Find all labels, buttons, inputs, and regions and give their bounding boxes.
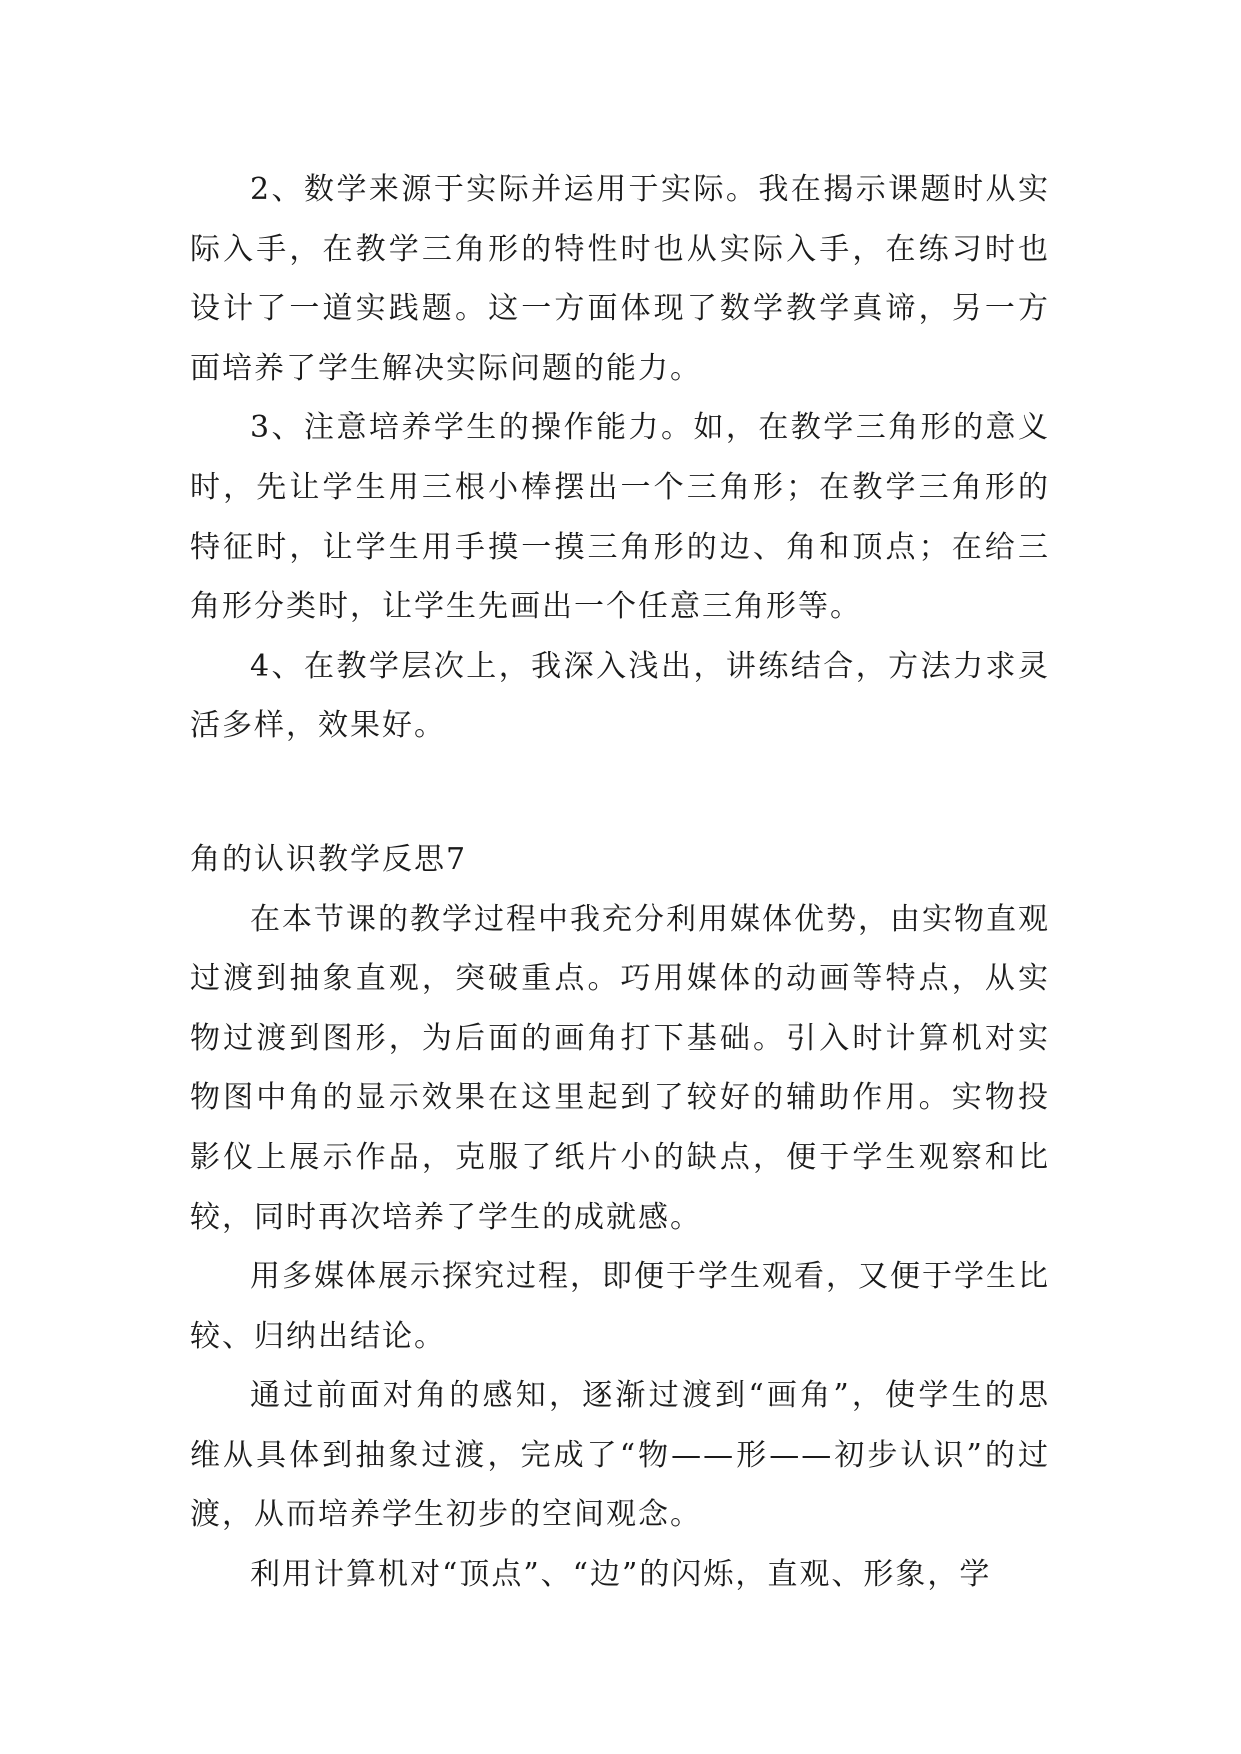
paragraph-media-advantage: 在本节课的教学过程中我充分利用媒体优势，由实物直观过渡到抽象直观，突破重点。巧用媒体的动画等特点，从实物过渡到图形，为后面的画角打下基础。引入时计算机对实物图中角的显示效果在这里起到了较好的辅助作用。实物投影仪上展示作品，克服了纸片小的缺点，便于学生观察和比较，同时再次培养了学生的成就感。: [190, 901, 1050, 1235]
paragraph-vertex-edge-flashing: 利用计算机对“顶点”、“边”的闪烁，直观、形象，学: [250, 1557, 992, 1593]
section-heading: 角的认识教学反思7: [190, 841, 468, 877]
document-body: [190, 160, 1050, 1605]
paragraph-point-3: 3、注意培养学生的操作能力。如，在教学三角形的意义时，先让学生用三根小棒摆出一个三角形；在教学三角形的特征时，让学生用手摸一摸三角形的边、角和顶点；在给三角形分类时，让学生先画出一个任意三角形等。: [190, 410, 1050, 625]
paragraph-point-2: 2、数学来源于实际并运用于实际。我在揭示课题时从实际入手，在教学三角形的特性时也从实际入手，在练习时也设计了一道实践题。这一方面体现了数学教学真谛，另一方面培养了学生解决实际问题的能力。: [190, 172, 1050, 386]
paragraph-point-4: 4、在教学层次上，我深入浅出，讲练结合，方法力求灵活多样，效果好。: [190, 648, 1050, 744]
paragraph-multimedia-exploration: 用多媒体展示探究过程，即便于学生观看，又便于学生比较、归纳出结论。: [190, 1259, 1050, 1354]
paragraph-drawing-angles: 通过前面对角的感知，逐渐过渡到“画角”，使学生的思维从具体到抽象过渡，完成了“物——形——初步认识”的过渡，从而培养学生初步的空间观念。: [190, 1378, 1050, 1533]
